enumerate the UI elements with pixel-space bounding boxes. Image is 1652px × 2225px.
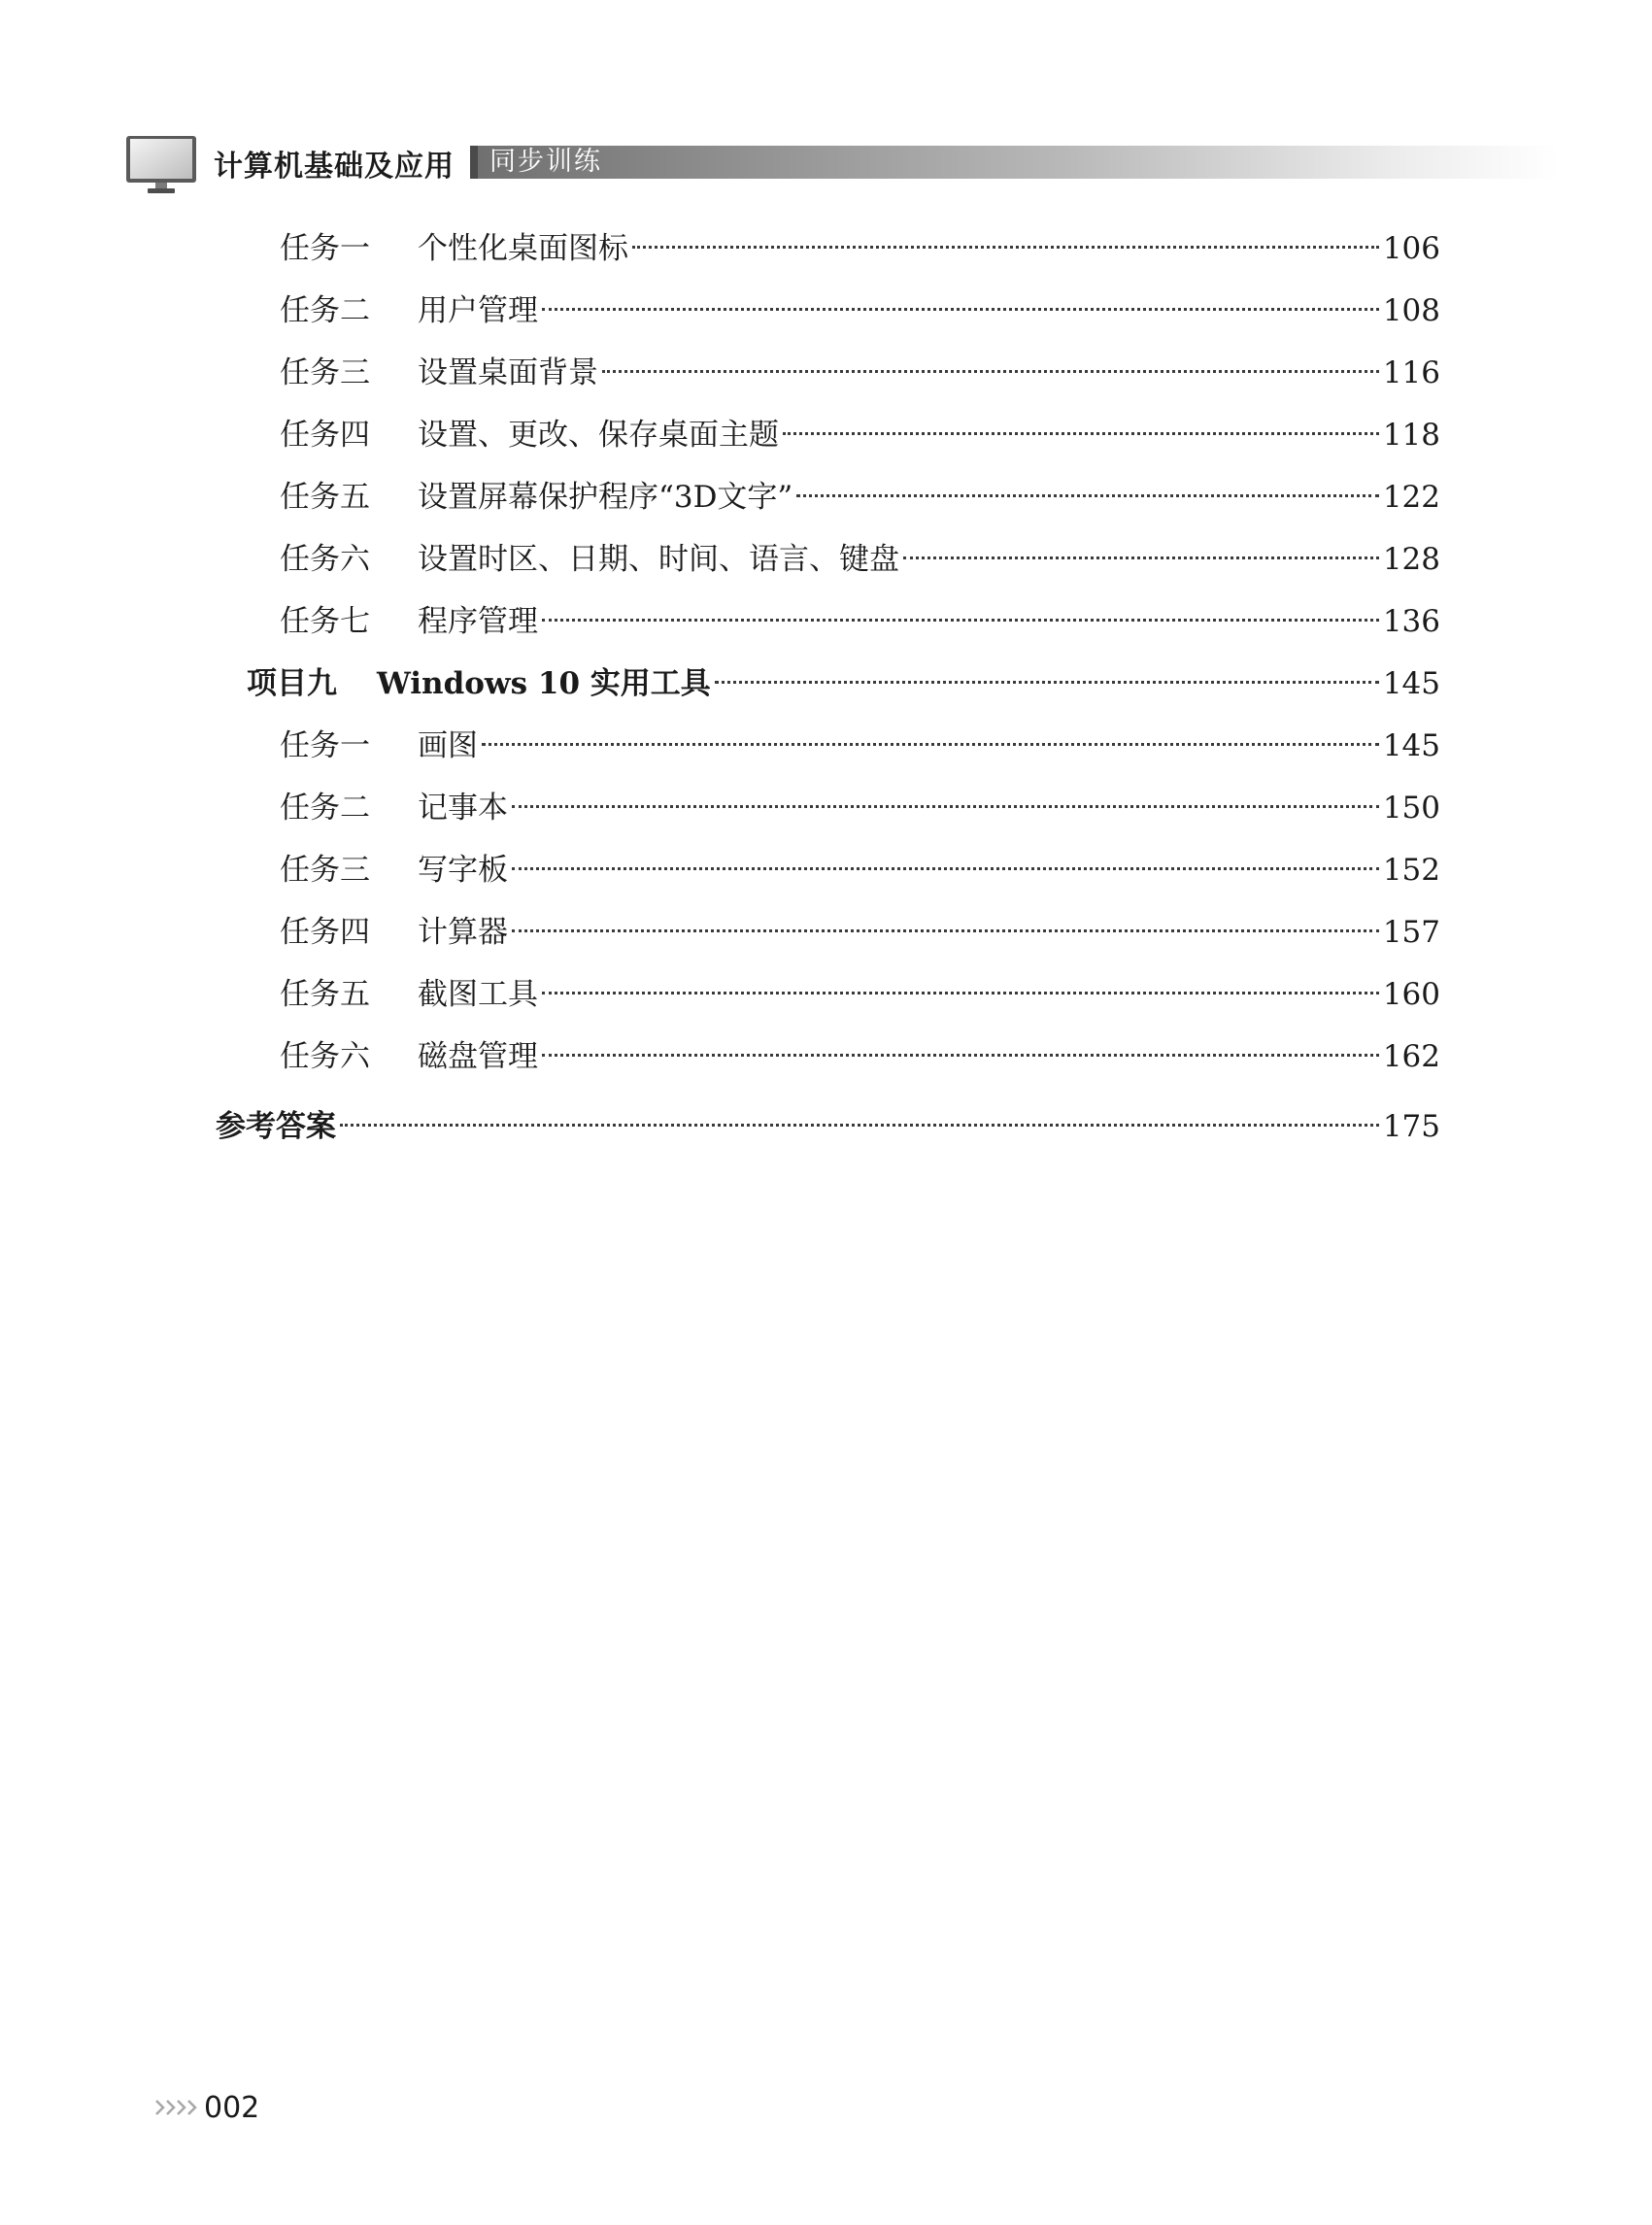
toc-entry-label <box>280 1037 538 1076</box>
toc-entry-page: 136 <box>1382 604 1440 639</box>
toc-leader-dots <box>542 308 1379 311</box>
toc-entry-task <box>280 975 1440 1014</box>
toc-entry-label <box>280 975 538 1014</box>
toc-entry-title: 设置桌面背景 <box>418 355 598 390</box>
toc-leader-dots <box>340 1124 1379 1127</box>
toc-leader-dots <box>542 992 1379 995</box>
toc-entry-number: 任务三 <box>280 355 370 390</box>
toc-entry-label <box>247 664 711 703</box>
toc-entry-page: 122 <box>1382 480 1440 515</box>
toc-leader-dots <box>715 681 1379 684</box>
toc-leader-dots <box>542 619 1379 622</box>
toc-entry-title: 写字板 <box>418 853 508 888</box>
toc-leader-dots <box>783 432 1379 435</box>
toc-leader-dots <box>796 494 1379 497</box>
toc-entry-number: 任务二 <box>280 293 370 328</box>
header-band <box>470 146 1558 179</box>
toc-entry-label <box>280 789 508 827</box>
toc-entry-title: Windows 10 实用工具 <box>377 666 711 701</box>
toc-entry-task <box>280 540 1440 579</box>
toc-entry-number: 任务一 <box>280 231 370 266</box>
toc-entry-label <box>280 416 779 455</box>
toc-entry-number: 任务六 <box>280 1039 370 1074</box>
page-number: 002 <box>204 2090 260 2125</box>
toc-leader-dots <box>542 1054 1379 1057</box>
toc-entry-task <box>280 354 1440 392</box>
toc-leader-dots <box>482 743 1379 746</box>
toc-entry-page: 145 <box>1382 666 1440 701</box>
toc-entry-answers <box>216 1107 1440 1146</box>
toc-entry-title: 程序管理 <box>418 604 538 639</box>
toc-entry-task <box>280 602 1440 641</box>
toc-entry-label <box>280 229 628 268</box>
toc-entry-task <box>280 789 1440 827</box>
toc-entry-page: 128 <box>1382 542 1440 577</box>
toc-entry-page: 175 <box>1382 1109 1440 1144</box>
toc-entry-label <box>280 540 899 579</box>
toc-entry-page: 157 <box>1382 915 1440 950</box>
toc-entry-number: 任务五 <box>280 480 370 515</box>
header-band-accent <box>470 146 478 179</box>
toc-entry-page: 118 <box>1382 418 1440 453</box>
toc-entry-number: 任务五 <box>280 977 370 1012</box>
toc-entry-number: 任务四 <box>280 418 370 453</box>
toc-entry-label <box>280 602 538 641</box>
toc-entry-label <box>216 1107 336 1146</box>
toc-entry-project <box>247 664 1440 703</box>
toc-entry-task <box>280 851 1440 890</box>
chevrons-icon <box>155 2100 198 2115</box>
toc-entry-label <box>280 851 508 890</box>
toc-entry-task <box>280 478 1440 517</box>
toc-entry-label <box>280 478 792 517</box>
toc-leader-dots <box>512 929 1379 932</box>
toc-entry-title: 计算器 <box>418 915 508 950</box>
toc-entry-title: 截图工具 <box>418 977 538 1012</box>
toc-entry-number: 项目九 <box>247 666 337 701</box>
toc-entry-task <box>280 229 1440 268</box>
toc-leader-dots <box>632 246 1379 249</box>
toc-entry-number: 任务四 <box>280 915 370 950</box>
toc-entry-title: 个性化桌面图标 <box>418 231 628 266</box>
page-footer <box>155 2088 259 2127</box>
toc-entry-title: 记事本 <box>418 791 508 826</box>
toc-leader-dots <box>903 556 1379 559</box>
toc-entry-number: 任务七 <box>280 604 370 639</box>
toc-entry-label <box>280 291 538 330</box>
toc-entry-page: 162 <box>1382 1039 1440 1074</box>
toc-entry-task <box>280 291 1440 330</box>
toc-entry-title: 设置时区、日期、时间、语言、键盘 <box>418 542 899 577</box>
book-title: 计算机基础及应用 <box>214 150 455 184</box>
toc-entry-number: 任务一 <box>280 728 370 763</box>
toc-entry-label <box>280 913 508 952</box>
toc-entry-title: 用户管理 <box>418 293 538 328</box>
toc-entry-title: 磁盘管理 <box>418 1039 538 1074</box>
book-subtitle: 同步训练 <box>489 147 602 177</box>
toc-entry-task <box>280 913 1440 952</box>
toc-entry-title: 画图 <box>418 728 478 763</box>
toc-entry-label <box>280 354 598 392</box>
toc-entry-label <box>280 726 478 765</box>
toc-entry-number: 任务二 <box>280 791 370 826</box>
toc-entry-task <box>280 416 1440 455</box>
toc-entry-page: 160 <box>1382 977 1440 1012</box>
toc-entry-page: 108 <box>1382 293 1440 328</box>
toc-entry-title: 设置屏幕保护程序“3D文字” <box>418 480 793 515</box>
toc-entry-task <box>280 1037 1440 1076</box>
toc-entry-number: 任务三 <box>280 853 370 888</box>
toc-entry-page: 145 <box>1382 728 1440 763</box>
toc-entry-page: 150 <box>1382 791 1440 826</box>
page-header <box>124 134 1445 192</box>
monitor-icon <box>124 134 200 196</box>
toc-entry-title: 参考答案 <box>216 1109 336 1144</box>
toc-entry-title: 设置、更改、保存桌面主题 <box>418 418 779 453</box>
toc-entry-page: 152 <box>1382 853 1440 888</box>
toc-leader-dots <box>512 805 1379 808</box>
toc-entry-page: 116 <box>1382 355 1440 390</box>
toc-entry-number: 任务六 <box>280 542 370 577</box>
toc-leader-dots <box>512 867 1379 870</box>
toc-leader-dots <box>602 370 1379 373</box>
toc-entry-task <box>280 726 1440 765</box>
toc-entry-page: 106 <box>1382 231 1440 266</box>
